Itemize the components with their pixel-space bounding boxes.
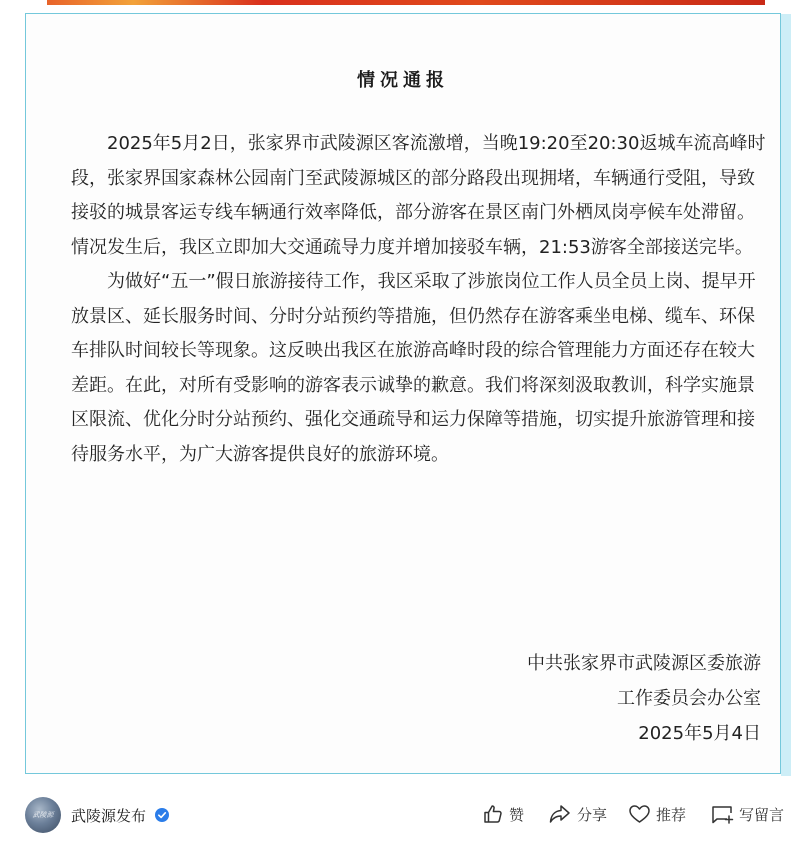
share-arrow-icon <box>548 803 572 825</box>
comment-button[interactable] <box>710 801 784 827</box>
notice-title: 情况通报 <box>357 70 449 91</box>
comment-label: 写留言 <box>739 805 785 824</box>
account-avatar[interactable] <box>25 797 61 833</box>
comment-icon <box>710 803 734 825</box>
share-button[interactable] <box>548 801 607 827</box>
account-name[interactable]: 武陵源发布 <box>71 807 147 825</box>
notice-signature <box>527 646 761 751</box>
thumbs-up-icon <box>482 803 504 825</box>
notice-paragraph-2: 为做好“五一”假日旅游接待工作，我区采取了涉旅岗位工作人员全员上岗、提早开放景区、延长服务时间、分时分站预约等措施，但仍然存在游客乘坐电梯、缆车、环保车排队时间较长等现象。这反映出我区在旅游高峰时段的综合管理能力方面还存在较大差距。在此，对所有受影响的游客表示诚挚的歉意。我们将深刻汲取教训，科学实施景区限流、优化分时分站预约、强化交通疏导和运力保障等措施，切实提升旅游管理和接待服务水平，为广大游客提供良好的旅游环境。 <box>71 271 756 465</box>
avatar-logo-text: 武陵源 <box>32 811 54 819</box>
card-side-shadow <box>781 14 791 776</box>
notice-body <box>71 127 771 472</box>
verified-badge-icon <box>155 808 169 822</box>
signature-org-line1: 中共张家界市武陵源区委旅游 <box>527 653 761 674</box>
notice-card <box>25 13 781 774</box>
like-label: 赞 <box>509 805 525 824</box>
like-button[interactable] <box>482 801 524 827</box>
recommend-label: 推荐 <box>656 805 687 824</box>
signature-org-line2: 工作委员会办公室 <box>617 688 761 709</box>
heart-icon <box>628 803 651 825</box>
share-label: 分享 <box>577 805 608 824</box>
top-banner-image <box>47 0 765 5</box>
article-footer-bar <box>0 785 805 847</box>
notice-paragraph-1: 2025年5月2日，张家界市武陵源区客流激增，当晚19:20至20:30返城车流高峰时段，张家界国家森林公园南门至武陵源城区的部分路段出现拥堵，车辆通行受阻，导致接驳的城景客运专线车辆通行效率降低，部分游客在景区南门外栖凤岗亭候车处滞留。情况发生后，我区立即加大交通疏导力度并增加接驳车辆，21:53游客全部接送完毕。 <box>71 133 766 258</box>
recommend-button[interactable] <box>628 801 686 827</box>
signature-date: 2025年5月4日 <box>638 723 761 744</box>
